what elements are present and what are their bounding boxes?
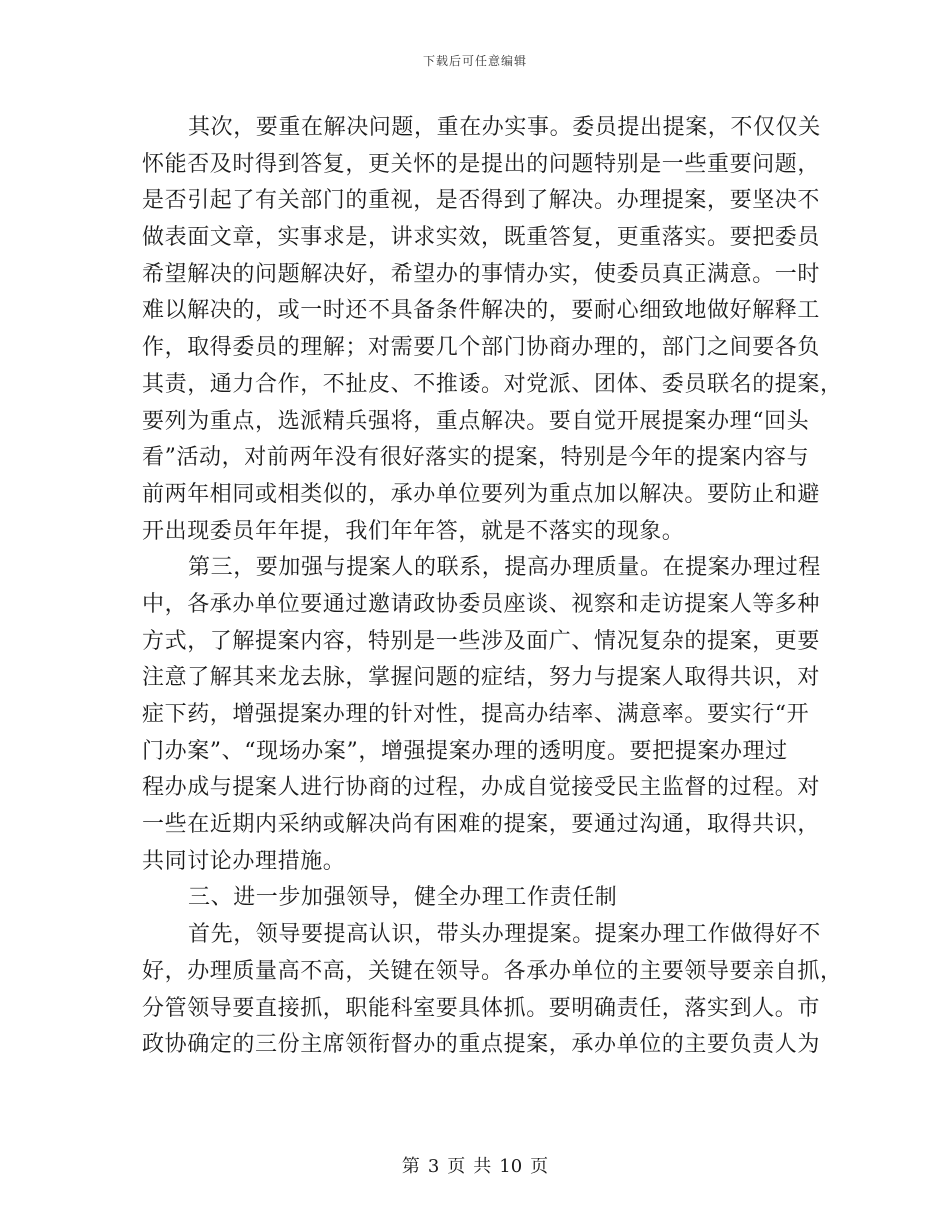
paragraph-line: 共同讨论办理措施。 bbox=[142, 848, 346, 874]
paragraph-line: 开出现委员年年提，我们年年答，就是不落实的现象。 bbox=[142, 518, 685, 544]
current-page-number: 3 bbox=[427, 1156, 440, 1177]
header-note: 下载后可任意编辑 bbox=[422, 54, 527, 68]
paragraph-line: 第三，要加强与提案人的联系，提高办理质量。在提案办理过程 bbox=[188, 555, 821, 581]
paragraph-line: 门办案”、“现场办案”，增强提案办理的透明度。要把提案办理过 bbox=[142, 738, 788, 764]
paragraph-line: 要列为重点，选派精兵强将，重点解决。要自觉开展提案办理“回头 bbox=[142, 408, 810, 434]
footer-total-label: 共 bbox=[473, 1156, 492, 1177]
footer-prefix: 第 bbox=[401, 1156, 420, 1177]
paragraph-line: 做表面文章，实事求是，讲求实效，既重答复，更重落实。要把委员 bbox=[142, 225, 821, 251]
paragraph-line: 首先，领导要提高认识，带头办理提案。提案办理工作做得好不 bbox=[188, 922, 821, 948]
footer-page-label: 页 bbox=[447, 1156, 466, 1177]
section-heading: 三、进一步加强领导，健全办理工作责任制 bbox=[188, 885, 618, 911]
paragraph-line: 好，办理质量高不高，关键在领导。各承办单位的主要领导要亲自抓， bbox=[142, 958, 843, 984]
paragraph-line: 政协确定的三份主席领衔督办的重点提案，承办单位的主要负责人为 bbox=[142, 1032, 821, 1058]
paragraph-line: 是否引起了有关部门的重视，是否得到了解决。办理提案，要坚决不 bbox=[142, 188, 821, 214]
paragraph-line: 中，各承办单位要通过邀请政协委员座谈、视察和走访提案人等多种 bbox=[142, 591, 821, 617]
paragraph-line: 前两年相同或相类似的，承办单位要列为重点加以解决。要防止和避 bbox=[142, 481, 821, 507]
paragraph-line: 分管领导要直接抓，职能科室要具体抓。要明确责任，落实到人。市 bbox=[142, 995, 821, 1021]
paragraph-line: 希望解决的问题解决好，希望办的事情办实，使委员真正满意。一时 bbox=[142, 261, 821, 287]
paragraph-line: 一些在近期内采纳或解决尚有困难的提案，要通过沟通，取得共识， bbox=[142, 812, 821, 838]
paragraph-line: 注意了解其来龙去脉，掌握问题的症结，努力与提案人取得共识，对 bbox=[142, 665, 821, 691]
page-footer bbox=[0, 1152, 950, 1178]
total-pages-number: 10 bbox=[499, 1156, 523, 1177]
document-body bbox=[142, 110, 843, 1064]
paragraph-line: 怀能否及时得到答复，更关怀的是提出的问题特别是一些重要问题， bbox=[142, 151, 821, 177]
footer-suffix: 页 bbox=[530, 1156, 549, 1177]
paragraph-line: 其责，通力合作，不扯皮、不推诿。对党派、团体、委员联名的提案， bbox=[142, 371, 843, 397]
paragraph-line: 程办成与提案人进行协商的过程，办成自觉接受民主监督的过程。对 bbox=[142, 775, 821, 801]
paragraph-line: 症下药，增强提案办理的针对性，提高办结率、满意率。要实行“开 bbox=[142, 702, 810, 727]
paragraph-line: 其次，要重在解决问题，重在办实事。委员提出提案，不仅仅关 bbox=[188, 115, 821, 140]
paragraph-line: 作，取得委员的理解；对需要几个部门协商办理的，部门之间要各负 bbox=[142, 335, 821, 361]
paragraph-line: 看”活动，对前两年没有很好落实的提案，特别是今年的提案内容与 bbox=[142, 445, 810, 471]
paragraph-line: 难以解决的，或一时还不具备条件解决的，要耐心细致地做好解释工 bbox=[142, 298, 821, 324]
paragraph-line: 方式，了解提案内容，特别是一些涉及面广、情况复杂的提案，更要 bbox=[142, 628, 821, 654]
